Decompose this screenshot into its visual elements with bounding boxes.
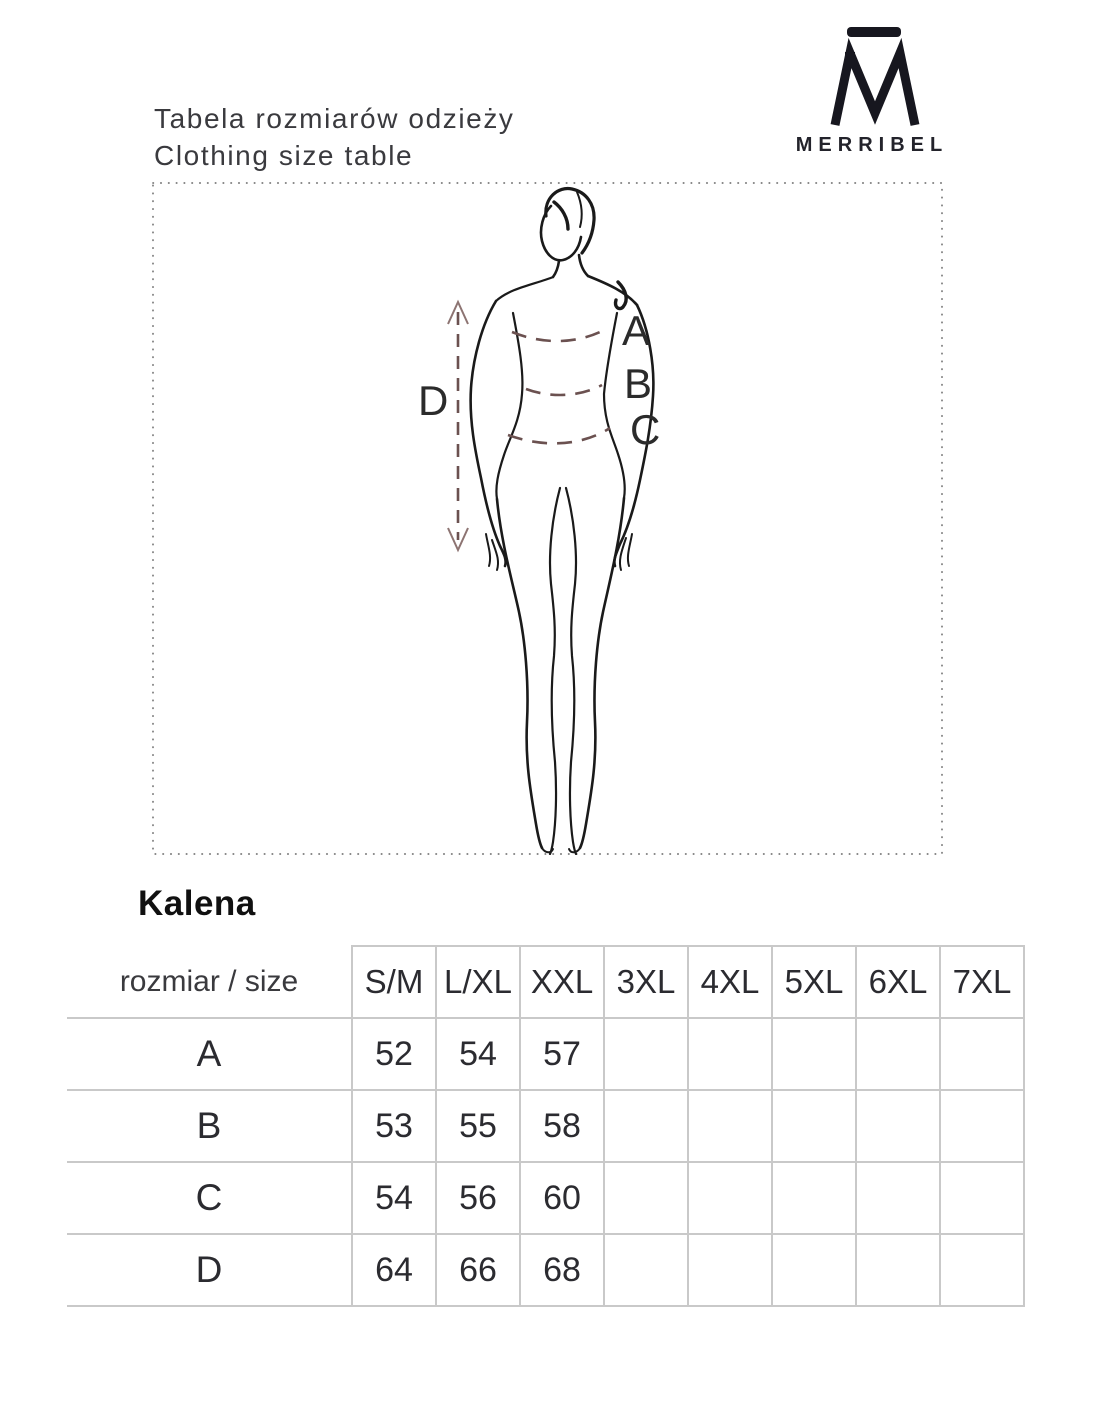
cell-d-6xl (856, 1234, 940, 1306)
cell-b-7xl (940, 1090, 1024, 1162)
page-title (154, 100, 515, 174)
cell-a-3xl (604, 1018, 688, 1090)
cell-c-lxl: 56 (436, 1162, 520, 1234)
cell-b-6xl (856, 1090, 940, 1162)
table-row-a (67, 1018, 1024, 1090)
cell-d-sm: 64 (352, 1234, 436, 1306)
cell-a-sm: 52 (352, 1018, 436, 1090)
row-label-c: C (67, 1162, 352, 1234)
cell-a-7xl (940, 1018, 1024, 1090)
col-header-6xl: 6XL (856, 946, 940, 1018)
cell-c-5xl (772, 1162, 856, 1234)
col-header-xxl: XXL (520, 946, 604, 1018)
col-header-7xl: 7XL (940, 946, 1024, 1018)
waist-line (526, 385, 602, 395)
dotted-frame (153, 183, 942, 854)
cell-d-xxl: 68 (520, 1234, 604, 1306)
cell-c-xxl: 60 (520, 1162, 604, 1234)
measure-label-b: B (624, 360, 653, 407)
col-header-lxl: L/XL (436, 946, 520, 1018)
page-title-english: Clothing size table (154, 140, 414, 171)
row-label-a: A (67, 1018, 352, 1090)
cell-a-5xl (772, 1018, 856, 1090)
col-header-5xl: 5XL (772, 946, 856, 1018)
cell-b-3xl (604, 1090, 688, 1162)
col-header-4xl: 4XL (688, 946, 772, 1018)
cell-b-xxl: 58 (520, 1090, 604, 1162)
row-header-label: rozmiar / size (67, 946, 352, 1018)
cell-d-4xl (688, 1234, 772, 1306)
cell-c-7xl (940, 1162, 1024, 1234)
row-label-d: D (67, 1234, 352, 1306)
measurement-diagram (152, 182, 943, 855)
cell-c-6xl (856, 1162, 940, 1234)
cell-c-3xl (604, 1162, 688, 1234)
cell-a-6xl (856, 1018, 940, 1090)
cell-a-lxl: 54 (436, 1018, 520, 1090)
size-table (67, 945, 1025, 1307)
cell-b-lxl: 55 (436, 1090, 520, 1162)
cell-b-5xl (772, 1090, 856, 1162)
brand-logo (795, 24, 984, 156)
col-header-3xl: 3XL (604, 946, 688, 1018)
size-table-header-row (67, 946, 1024, 1018)
cell-c-4xl (688, 1162, 772, 1234)
table-row-d (67, 1234, 1024, 1306)
bust-line (512, 329, 606, 341)
table-row-c (67, 1162, 1024, 1234)
cell-b-4xl (688, 1090, 772, 1162)
measure-label-d: D (418, 377, 449, 424)
hip-line (508, 428, 610, 443)
measure-label-c: C (630, 406, 661, 453)
product-name: Kalena (138, 884, 256, 923)
page-title-polish: Tabela rozmiarów odzieży (154, 103, 515, 134)
col-header-sm: S/M (352, 946, 436, 1018)
cell-a-xxl: 57 (520, 1018, 604, 1090)
cell-a-4xl (688, 1018, 772, 1090)
measure-label-a: A (622, 307, 651, 354)
cell-d-lxl: 66 (436, 1234, 520, 1306)
cell-b-sm: 53 (352, 1090, 436, 1162)
merribel-logo-icon (830, 24, 920, 130)
cell-d-5xl (772, 1234, 856, 1306)
cell-d-7xl (940, 1234, 1024, 1306)
table-row-b (67, 1090, 1024, 1162)
cell-d-3xl (604, 1234, 688, 1306)
cell-c-sm: 54 (352, 1162, 436, 1234)
row-label-b: B (67, 1090, 352, 1162)
brand-name: MERRIBEL (795, 134, 949, 156)
body-measurement-figure (152, 182, 943, 855)
